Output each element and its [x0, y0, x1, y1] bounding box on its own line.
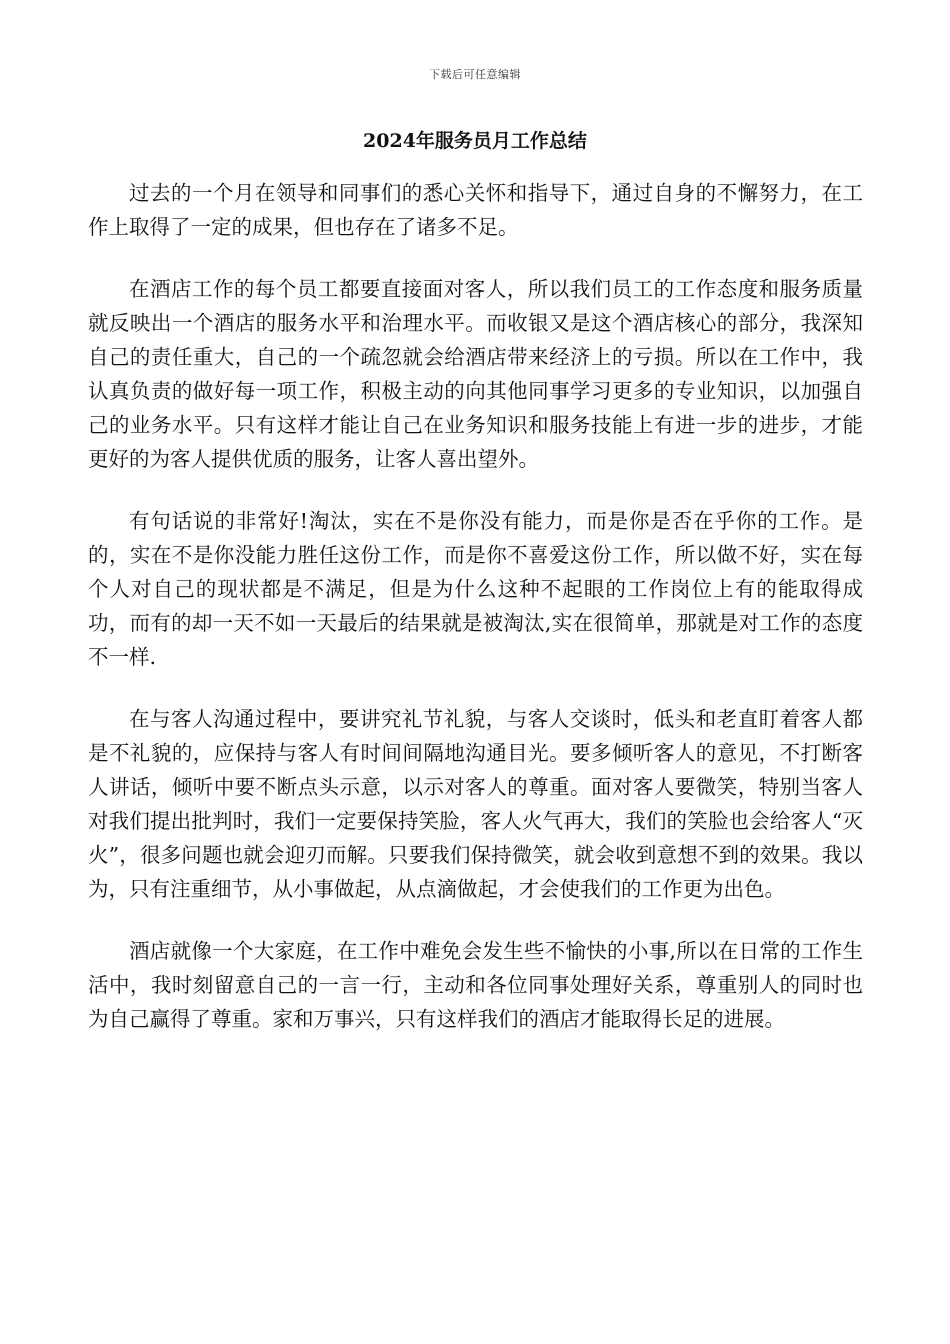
paragraph-3: 有句话说的非常好!淘汰，实在不是你没有能力，而是你是否在乎你的工作。是的，实在不是你没能力胜任这份工作，而是你不喜爱这份工作，所以做不好，实在每个人对自己的现状都是不满足，但是为什么这种不起眼的工作岗位上有的能取得成功，而有的却一天不如一天最后的结果就是被淘汰,实在很简单，那就是对工作的态度不一样.: [88, 509, 863, 669]
header-note: 下载后可任意编辑: [429, 68, 521, 81]
document-title: 2024年服务员月工作总结: [363, 130, 587, 152]
paragraph-5: 酒店就像一个大家庭，在工作中难免会发生些不愉快的小事,所以在日常的工作生活中，我时刻留意自己的一言一行，主动和各位同事处理好关系，尊重别人的同时也为自己赢得了尊重。家和万事兴，只有这样我们的酒店才能取得长足的进展。: [88, 939, 863, 1031]
document-body: [88, 176, 863, 1064]
paragraph-2: 在酒店工作的每个员工都要直接面对客人，所以我们员工的工作态度和服务质量就反映出一个酒店的服务水平和治理水平。而收银又是这个酒店核心的部分，我深知自己的责任重大，自己的一个疏忽就会给酒店带来经济上的亏损。所以在工作中，我认真负责的做好每一项工作，积极主动的向其他同事学习更多的专业知识，以加强自己的业务水平。只有这样才能让自己在业务知识和服务技能上有进一步的进步，才能更好的为客人提供优质的服务，让客人喜出望外。: [88, 277, 863, 471]
paragraph-4: 在与客人沟通过程中，要讲究礼节礼貌，与客人交谈时，低头和老直盯着客人都是不礼貌的，应保持与客人有时间间隔地沟通目光。要多倾听客人的意见，不打断客人讲话，倾听中要不断点头示意，以示对客人的尊重。面对客人要微笑，特别当客人对我们提出批判时，我们一定要保持笑脸，客人火气再大，我们的笑脸也会给客人“灭火”，很多问题也就会迎刃而解。只要我们保持微笑，就会收到意想不到的效果。我以为，只有注重细节，从小事做起，从点滴做起，才会使我们的工作更为出色。: [88, 707, 863, 901]
paragraph-1: 过去的一个月在领导和同事们的悉心关怀和指导下，通过自身的不懈努力，在工作上取得了一定的成果，但也存在了诸多不足。: [88, 181, 863, 239]
